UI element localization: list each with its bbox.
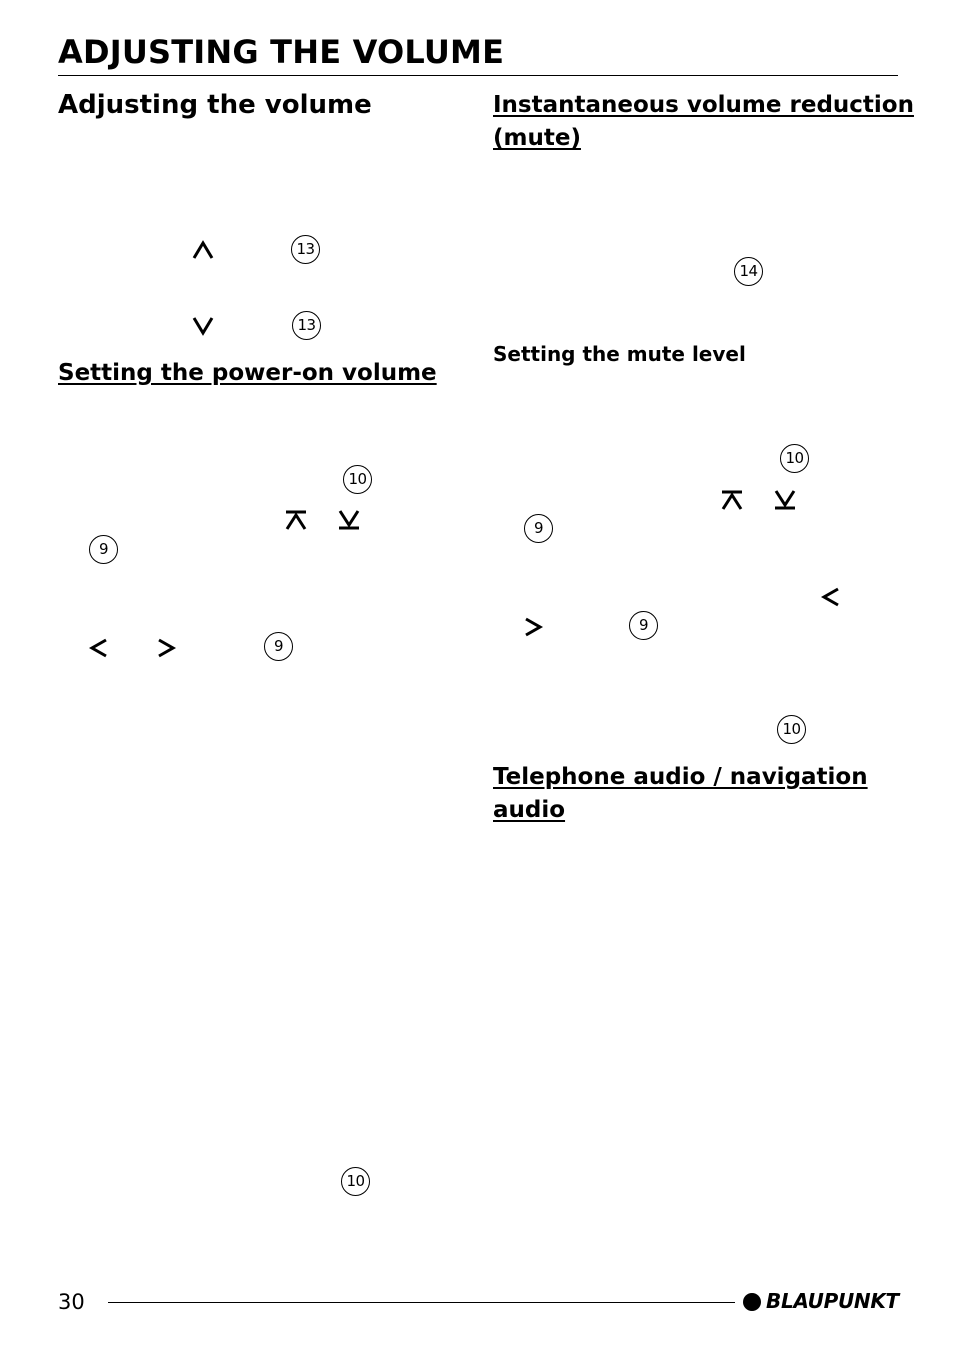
footer-rule — [108, 1302, 735, 1303]
up-bar-arrow-icon — [283, 508, 309, 532]
down-bar-arrow-icon — [772, 488, 798, 512]
brand-logo-dot-icon — [743, 1293, 761, 1311]
section-heading-power-on-volume: Setting the power-on volume — [58, 360, 437, 386]
section-heading-telephone-audio — [493, 761, 868, 827]
ref-9: 9 — [629, 611, 658, 640]
section-heading-mute — [493, 89, 914, 155]
mute-heading-line-2: (mute) — [493, 125, 581, 151]
title-rule — [58, 75, 898, 76]
left-arrow-icon — [818, 585, 844, 609]
ref-9: 9 — [89, 535, 118, 564]
ref-10: 10 — [343, 465, 372, 494]
ref-9: 9 — [524, 514, 553, 543]
down-bar-arrow-icon — [336, 508, 362, 532]
right-arrow-icon — [520, 615, 546, 639]
ref-10: 10 — [341, 1167, 370, 1196]
telephone-heading-line-1: Telephone audio / navigation — [493, 764, 868, 790]
up-arrow-icon — [190, 238, 216, 262]
telephone-heading-line-2: audio — [493, 797, 566, 823]
ref-13: 13 — [291, 235, 320, 264]
brand-logo: BLAUPUNKT — [766, 1289, 899, 1313]
left-arrow-icon — [86, 636, 112, 660]
right-arrow-icon — [153, 636, 179, 660]
subheading-mute-level: Setting the mute level — [493, 342, 746, 366]
ref-13: 13 — [292, 311, 321, 340]
up-bar-arrow-icon — [719, 488, 745, 512]
page-title: ADJUSTING THE VOLUME — [58, 33, 505, 71]
ref-10: 10 — [777, 715, 806, 744]
section-heading-adjusting-volume: Adjusting the volume — [58, 90, 372, 120]
ref-14: 14 — [734, 257, 763, 286]
down-arrow-icon — [190, 314, 216, 338]
ref-9: 9 — [264, 632, 293, 661]
ref-10: 10 — [780, 444, 809, 473]
page-number: 30 — [58, 1290, 85, 1314]
mute-heading-line-1: Instantaneous volume reduction — [493, 92, 914, 118]
